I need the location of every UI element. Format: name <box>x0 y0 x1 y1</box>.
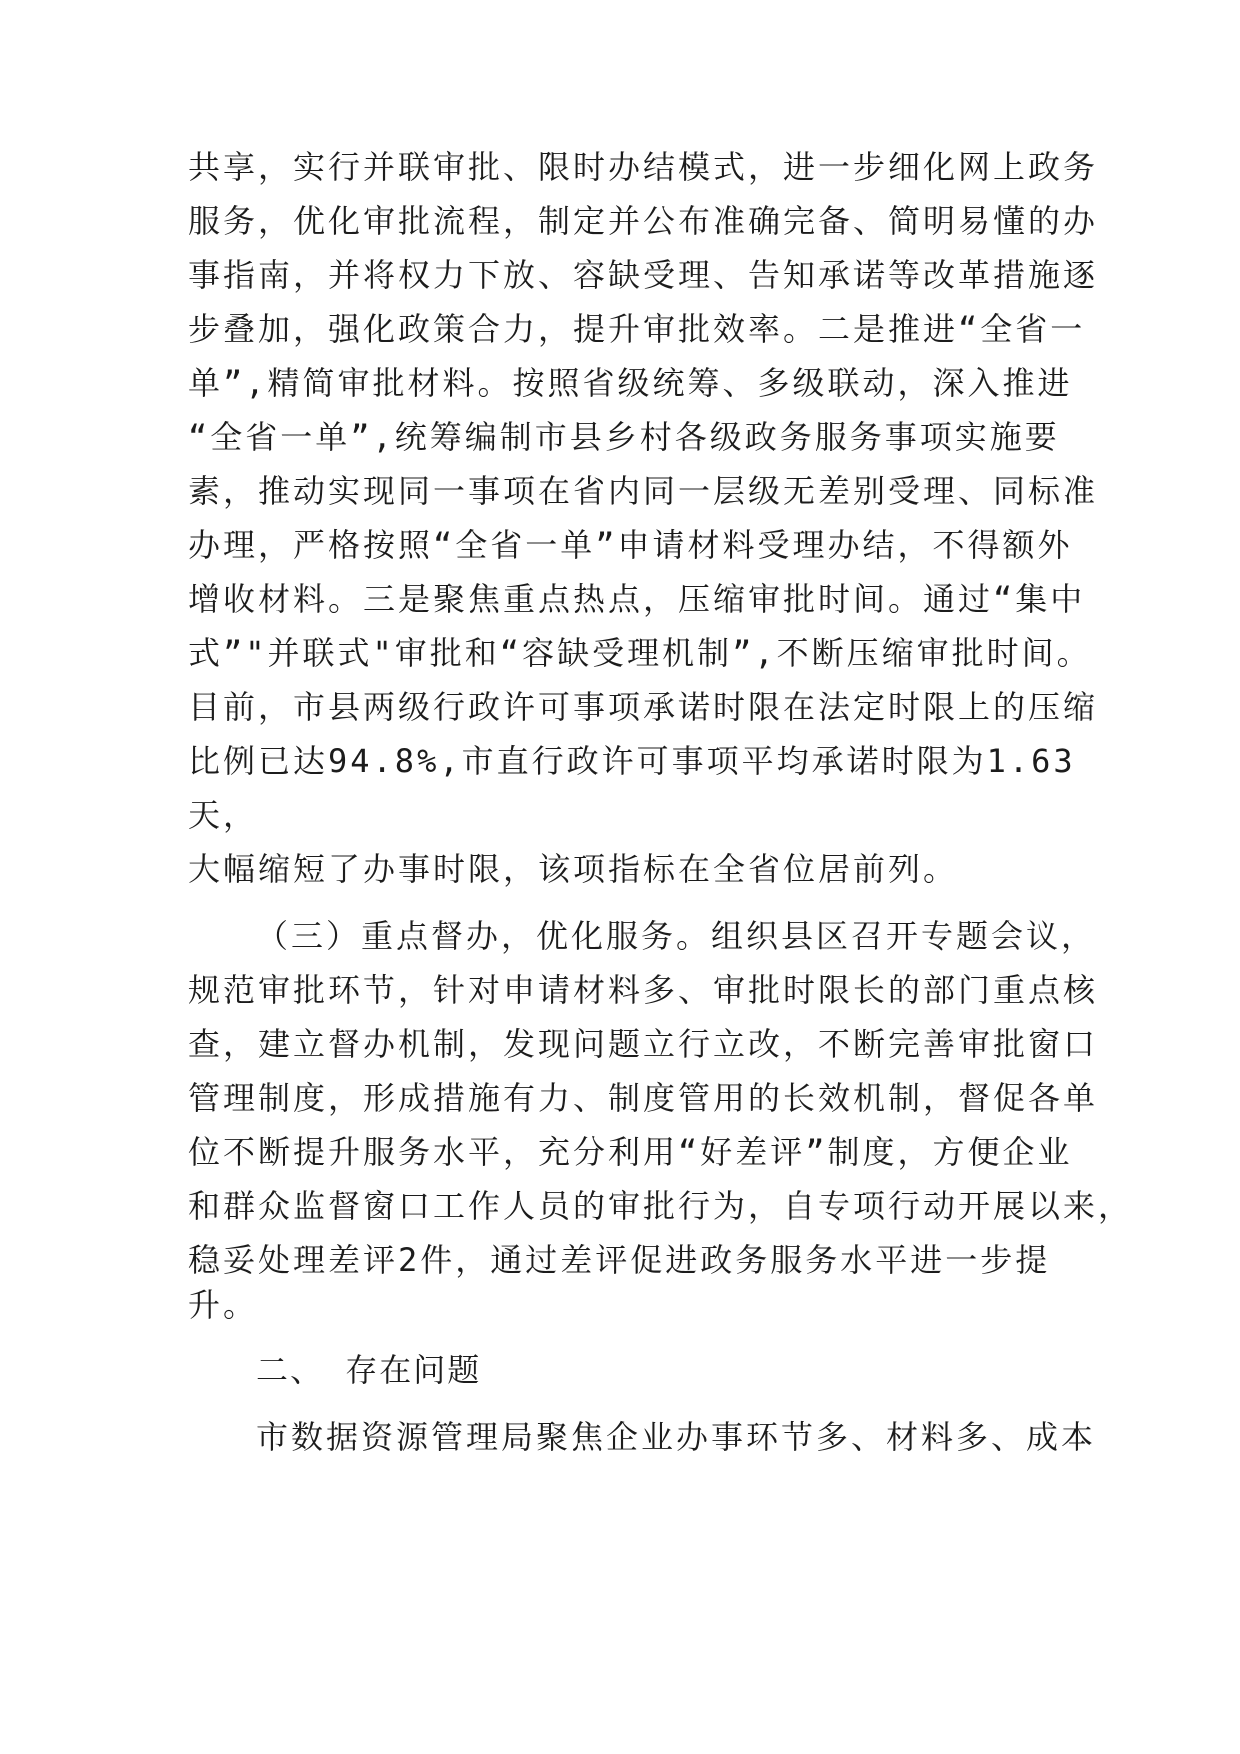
text-line: 位不断提升服务水平，充分利用“好差评”制度，方便企业 <box>188 1133 1073 1171</box>
text-line: 查，建立督办机制，发现问题立行立改，不断完善审批窗口 <box>188 1025 1099 1063</box>
text-line: 大幅缩短了办事时限，该项指标在全省位居前列。 <box>188 850 959 888</box>
text-line: 单”,精简审批材料。按照省级统筹、多级联动，深入推进 <box>188 364 1073 402</box>
text-line: “全省一单”,统筹编制市县乡村各级政务服务事项实施要 <box>188 418 1060 456</box>
text-line: 增收材料。三是聚焦重点热点，压缩审批时间。通过“集中 <box>188 580 1086 618</box>
section-heading: 二、 存在问题 <box>256 1351 482 1389</box>
text-line: 管理制度，形成措施有力、制度管用的长效机制，督促各单 <box>188 1079 1099 1117</box>
text-line: 市数据资源管理局聚焦企业办事环节多、材料多、成本 <box>256 1418 1097 1456</box>
text-line: 服务，优化审批流程，制定并公布准确完备、简明易懂的办 <box>188 202 1099 240</box>
text-line: 稳妥处理差评2件，通过差评促进政务服务水平进一步提 <box>188 1241 1051 1279</box>
text-line: 目前，市县两级行政许可事项承诺时限在法定时限上的压缩 <box>188 688 1099 726</box>
text-line: （三）重点督办，优化服务。组织县区召开专题会议， <box>256 917 1097 955</box>
text-line: 式”"并联式"审批和“容缺受理机制”,不断压缩审批时间。 <box>188 634 1092 672</box>
text-line: 和群众监督窗口工作人员的审批行为，自专项行动开展以来， <box>188 1187 1134 1225</box>
text-line: 办理，严格按照“全省一单”申请材料受理办结，不得额外 <box>188 526 1073 564</box>
text-line: 步叠加，强化政策合力，提升审批效率。二是推进“全省一 <box>188 310 1086 348</box>
text-line: 共享，实行并联审批、限时办结模式，进一步细化网上政务 <box>188 148 1099 186</box>
text-line: 天， <box>188 796 259 834</box>
text-line: 事指南，并将权力下放、容缺受理、告知承诺等改革措施逐 <box>188 256 1099 294</box>
text-line: 比例已达94.8%,市直行政许可事项平均承诺时限为1.63 <box>188 742 1076 780</box>
text-line: 规范审批环节，针对申请材料多、审批时限长的部门重点核 <box>188 971 1099 1009</box>
text-line: 素，推动实现同一事项在省内同一层级无差别受理、同标准 <box>188 472 1099 510</box>
text-line: 升。 <box>188 1286 259 1324</box>
